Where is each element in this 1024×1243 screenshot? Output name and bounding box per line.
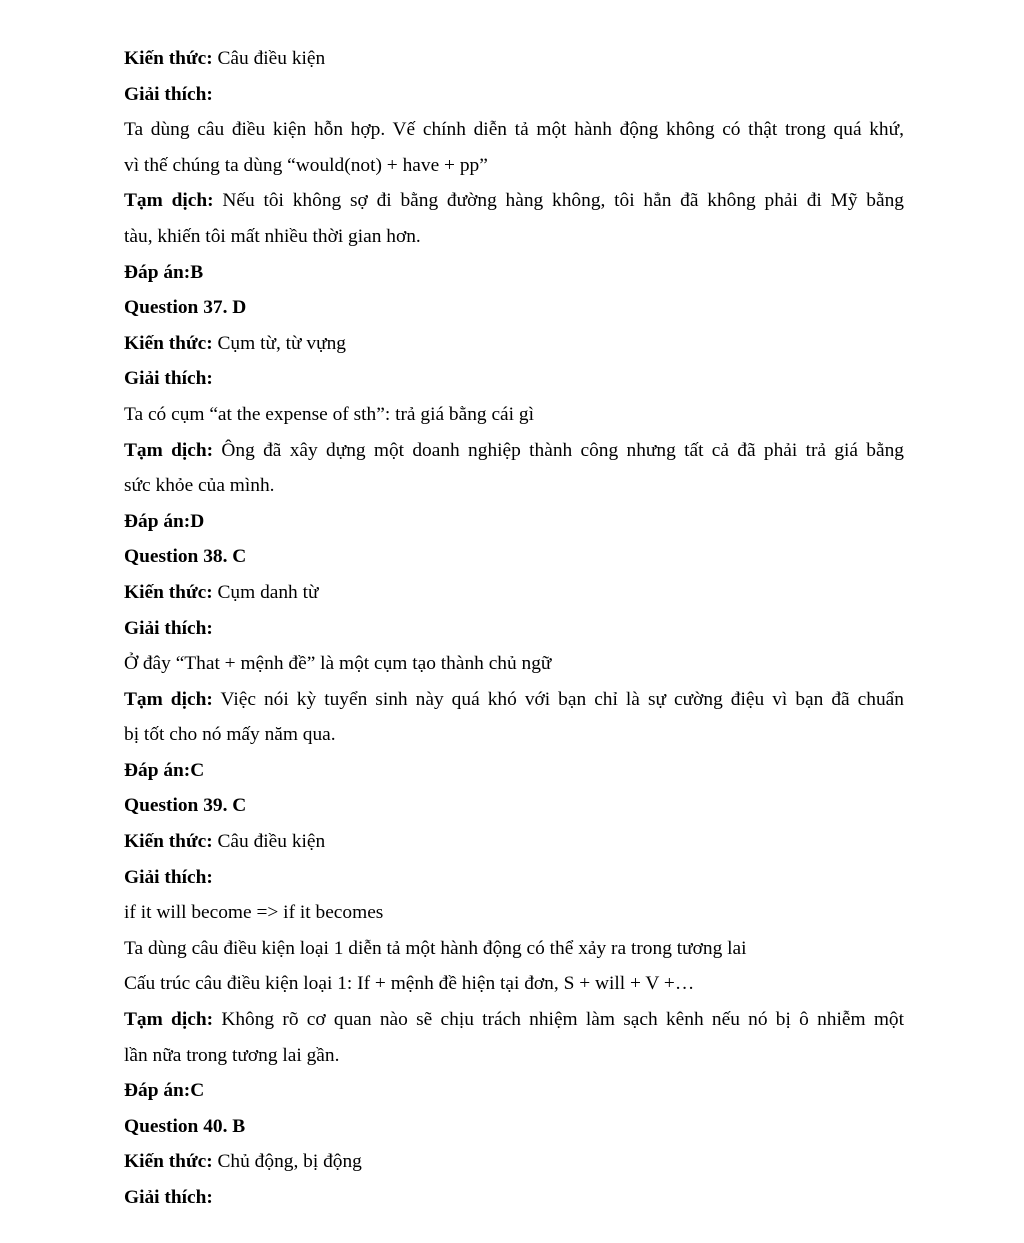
text-line [124, 77, 904, 113]
line-text: Cụm từ, từ vựng [212, 332, 346, 354]
text-line [124, 183, 904, 219]
line-text: Việc nói kỳ tuyển sinh này quá khó với bạn chỉ là sự cường điệu vì bạn đã chuẩn [212, 688, 904, 710]
bold-label: Đáp án:B [124, 261, 204, 283]
text-line [124, 966, 904, 1002]
bold-label: Đáp án:D [124, 510, 205, 532]
line-text: bị tốt cho nó mấy năm qua. [124, 724, 336, 746]
line-text: Ông đã xây dựng một doanh nghiệp thành công nhưng tất cả đã phải trả giá bằng [213, 439, 905, 461]
text-line [124, 361, 904, 397]
line-text: Ta dùng câu điều kiện hỗn hợp. Vế chính diễn tả một hành động không có thật trong quá khứ, [124, 119, 904, 141]
line-text: if it will become => if it becomes [124, 902, 384, 924]
text-line [124, 753, 904, 789]
text-line [124, 468, 904, 504]
text-line [124, 1180, 904, 1216]
bold-label: Question 40. B [124, 1115, 246, 1137]
bold-label: Giải thích: [124, 83, 213, 105]
bold-label: Question 39. C [124, 795, 247, 817]
bold-label: Tạm dịch: [124, 688, 213, 710]
bold-label: Kiến thức: [124, 332, 213, 354]
text-line [124, 397, 904, 433]
line-text: Nếu tôi không sợ đi bằng đường hàng không, tôi hẳn đã không phải đi Mỹ bằng [213, 190, 904, 212]
text-line [124, 1109, 904, 1145]
line-text: lần nữa trong tương lai gần. [124, 1044, 340, 1066]
text-line [124, 504, 904, 540]
text-line [124, 290, 904, 326]
text-line [124, 931, 904, 967]
text-line [124, 682, 904, 718]
line-text: Chủ động, bị động [212, 1151, 362, 1173]
text-line [124, 219, 904, 255]
text-line [124, 1073, 904, 1109]
bold-label: Giải thích: [124, 368, 213, 390]
text-line [124, 788, 904, 824]
bold-label: Tạm dịch: [124, 439, 214, 461]
text-line [124, 1144, 904, 1180]
bold-label: Kiến thức: [124, 831, 213, 853]
line-text: Không rõ cơ quan nào sẽ chịu trách nhiệm làm sạch kênh nếu nó bị ô nhiễm một [213, 1009, 904, 1031]
bold-label: Kiến thức: [124, 581, 213, 603]
bold-label: Tạm dịch: [124, 190, 214, 212]
text-line [124, 895, 904, 931]
text-line [124, 148, 904, 184]
text-line [124, 539, 904, 575]
document-body [124, 41, 904, 1216]
text-line [124, 860, 904, 896]
bold-label: Kiến thức: [124, 48, 213, 69]
bold-label: Giải thích: [124, 1187, 213, 1208]
bold-label: Tạm dịch: [124, 1009, 214, 1031]
line-text: Câu điều kiện [212, 831, 326, 853]
bold-label: Question 38. C [124, 546, 247, 568]
text-line [124, 646, 904, 682]
line-text: Ở đây “That + mệnh đề” là một cụm tạo thành chủ ngữ [124, 653, 552, 675]
line-text: Câu điều kiện [212, 48, 326, 69]
line-text: sức khỏe của mình. [124, 475, 275, 497]
bold-label: Đáp án:C [124, 759, 205, 781]
bold-label: Đáp án:C [124, 1080, 205, 1102]
text-line [124, 41, 904, 77]
text-line [124, 255, 904, 291]
line-text: Cấu trúc câu điều kiện loại 1: If + mệnh đề hiện tại đơn, S + will + V +… [124, 973, 695, 995]
text-line [124, 433, 904, 469]
line-text: tàu, khiến tôi mất nhiều thời gian hơn. [124, 225, 421, 247]
text-line [124, 112, 904, 148]
line-text: Ta dùng câu điều kiện loại 1 diễn tả một hành động có thể xảy ra trong tương lai [124, 937, 747, 959]
text-line [124, 575, 904, 611]
bold-label: Question 37. D [124, 297, 247, 319]
bold-label: Giải thích: [124, 617, 213, 639]
text-line [124, 824, 904, 860]
bold-label: Giải thích: [124, 866, 213, 888]
bold-label: Kiến thức: [124, 1151, 213, 1173]
text-line [124, 326, 904, 362]
text-line [124, 717, 904, 753]
line-text: Cụm danh từ [212, 581, 319, 603]
line-text: Ta có cụm “at the expense of sth”: trả giá bằng cái gì [124, 403, 534, 425]
text-line [124, 1002, 904, 1038]
text-line [124, 1038, 904, 1074]
text-line [124, 611, 904, 647]
line-text: vì thế chúng ta dùng “would(not) + have + pp” [124, 154, 488, 176]
